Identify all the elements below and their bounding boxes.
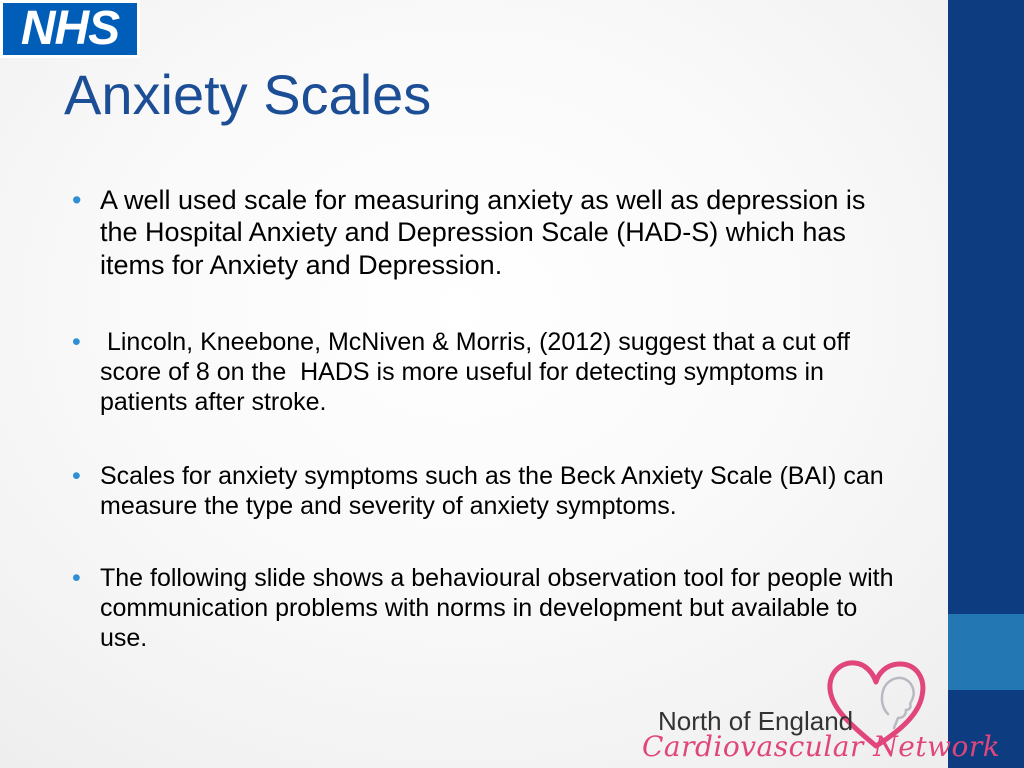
- network-logo: [640, 654, 1001, 764]
- network-logo-line1: North of England: [658, 706, 854, 736]
- bullet-text: A well used scale for measuring anxiety as well as depression is the Hospital Anxiety and Depression Scale (HAD-S) which has items for Anxiety and Depression.: [100, 185, 866, 280]
- nhs-logo-box: [3, 3, 137, 55]
- bullet-list: [72, 184, 902, 653]
- slide-title: Anxiety Scales: [64, 63, 432, 126]
- bullet-item: [72, 563, 902, 653]
- bullet-item: [72, 327, 902, 417]
- nhs-logo-text: NHS: [20, 2, 120, 55]
- bullet-item: [72, 184, 902, 281]
- bullet-item: [72, 461, 902, 521]
- nhs-logo: [0, 0, 140, 58]
- side-decoration-bar: [948, 0, 1024, 768]
- bullet-marker: •: [72, 462, 81, 491]
- bullet-marker: •: [72, 328, 81, 357]
- bullet-text: The following slide shows a behavioural observation tool for people with communication problems with norms in development but available to use.: [100, 564, 894, 653]
- bullet-marker: •: [72, 185, 82, 215]
- network-logo-line2: Cardiovascular Network: [642, 730, 1001, 763]
- bullet-text: Lincoln, Kneebone, McNiven & Morris, (2012) suggest that a cut off score of 8 on the HADS is more useful for detecting symptoms in patients after stroke.: [100, 328, 857, 417]
- side-accent-block: [948, 614, 1024, 690]
- bullet-text: Scales for anxiety symptoms such as the Beck Anxiety Scale (BAI) can measure the type and severity of anxiety symptoms.: [100, 462, 884, 521]
- bullet-marker: •: [72, 564, 81, 593]
